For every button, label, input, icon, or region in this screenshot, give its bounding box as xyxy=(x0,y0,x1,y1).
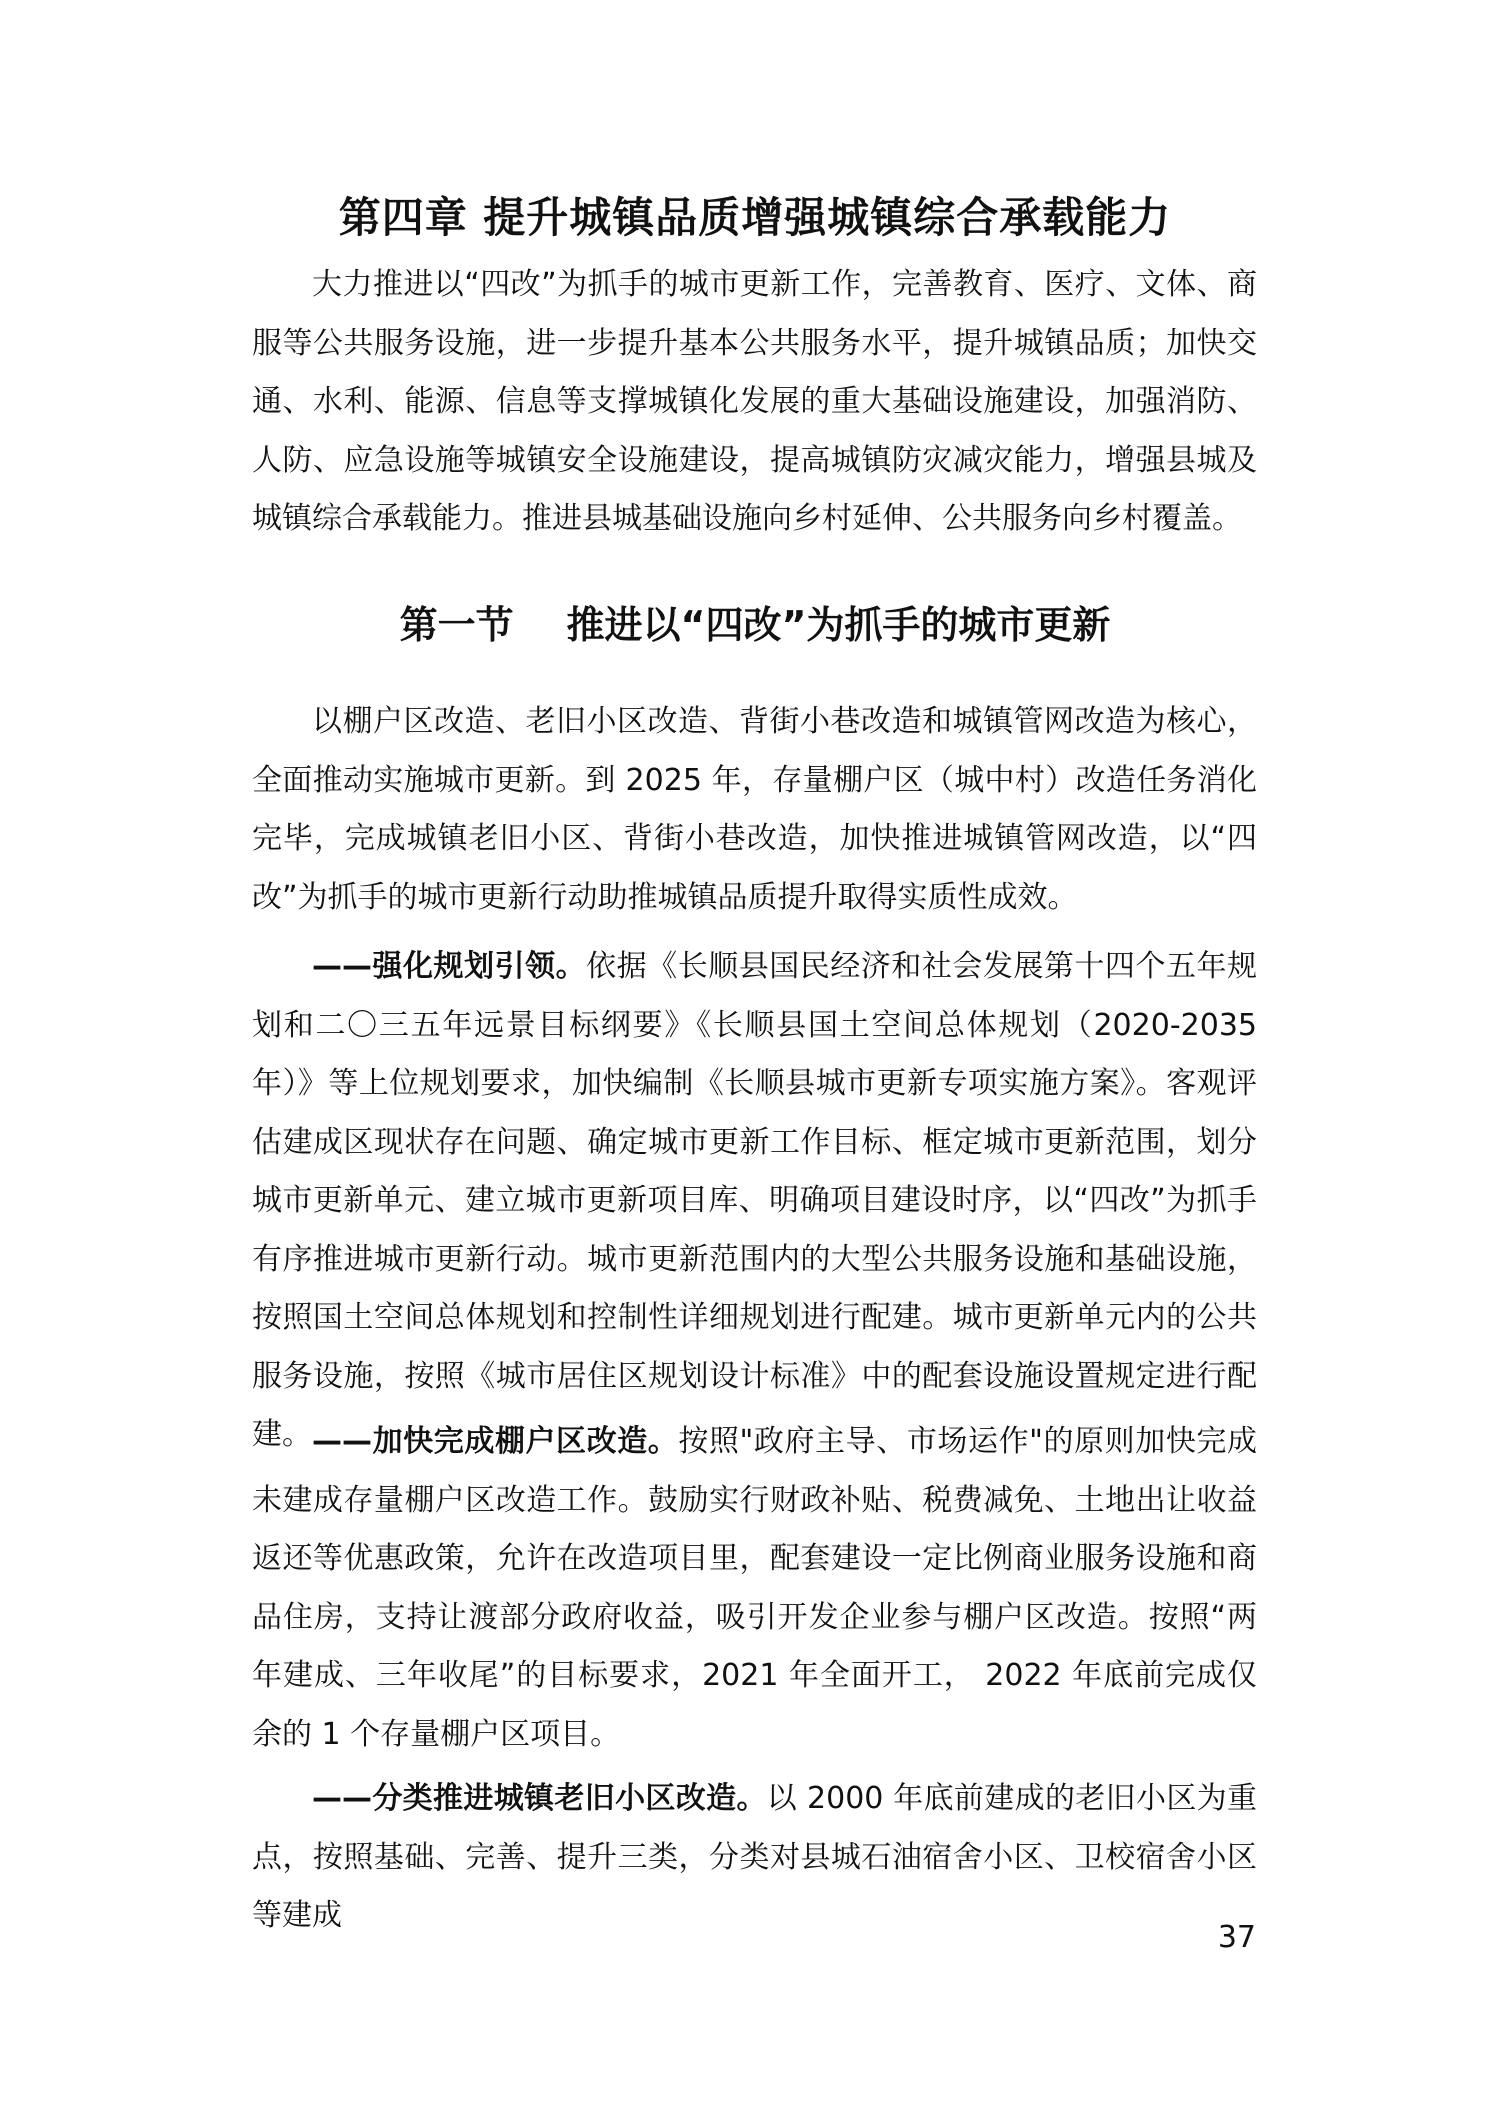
section-paragraph-shantytown xyxy=(252,1413,1257,1764)
chapter-title: 第四章 提升城镇品质增强城镇综合承载能力 xyxy=(338,193,1172,242)
section-paragraph-overview xyxy=(252,693,1257,927)
paragraph-lead-heading: ——加快完成棚户区改造。 xyxy=(312,1424,679,1459)
section-title: 第一节 推进以“四改”为抓手的城市更新 xyxy=(399,603,1111,647)
paragraph-lead-heading: ——强化规划引领。 xyxy=(312,949,587,984)
section-paragraph-planning xyxy=(252,938,1257,1465)
page-number: 37 xyxy=(1217,1920,1256,1955)
section-paragraph-text: 按照"政府主导、市场运作"的原则加快完成未建成存量棚户区改造工作。鼓励实行财政补贴、税费减免、土地出让收益返还等优惠政策，允许在改造项目里，配套建设一定比例商业服务设施和商品住房，支持让渡部分政府收益，吸引开发企业参与棚户区改造。按照“两年建成、三年收尾”的目标要求，2021 年全面开工， 2022 年底前完成仅余的 1 个存量棚户区项目。 xyxy=(252,1424,1258,1752)
section-paragraph-text: 依据《长顺县国民经济和社会发展第十四个五年规划和二〇三五年远景目标纲要》《长顺县国土空间总体规划（2020-2035 年）》等上位规划要求，加快编制《长顺县城市更新专项实施方案》。客观评估建成区现状存在问题、确定城市更新工作目标、框定城市更新范围，划分城市更新单元、建立城市更新项目库、明确项目建设时序，以“四改”为抓手有序推进城市更新行动。城市更新范围内的大型公共服务设施和基础设施，按照国土空间总体规划和控制性详细规划进行配建。城市更新单元内的公共服务设施，按照《城市居住区规划设计标准》中的配套设施设置规定进行配建。 xyxy=(252,949,1258,1452)
section-paragraph-text: 以棚户区改造、老旧小区改造、背街小巷改造和城镇管网改造为核心，全面推动实施城市更新。到 2025 年，存量棚户区（城中村）改造任务消化完毕，完成城镇老旧小区、背街小巷改造，加快推进城镇管网改造，以“四改”为抓手的城市更新行动助推城镇品质提升取得实质性成效。 xyxy=(252,704,1257,915)
paragraph-lead-heading: ——分类推进城镇老旧小区改造。 xyxy=(312,1781,767,1816)
section-paragraph-old-communities xyxy=(252,1770,1257,1946)
chapter-intro-paragraph: 大力推进以“四改”为抓手的城市更新工作，完善教育、医疗、文体、商服等公共服务设施，进一步提升基本公共服务水平，提升城镇品质；加快交通、水利、能源、信息等支撑城镇化发展的重大基础设施建设，加强消防、人防、应急设施等城镇安全设施建设，提高城镇防灾减灾能力，增强县城及城镇综合承载能力。推进县城基础设施向乡村延伸、公共服务向乡村覆盖。 xyxy=(252,267,1257,536)
section-paragraph-text: 以 2000 年底前建成的老旧小区为重点，按照基础、完善、提升三类，分类对县城石油宿舍小区、卫校宿舍小区等建成 xyxy=(252,1781,1258,1933)
